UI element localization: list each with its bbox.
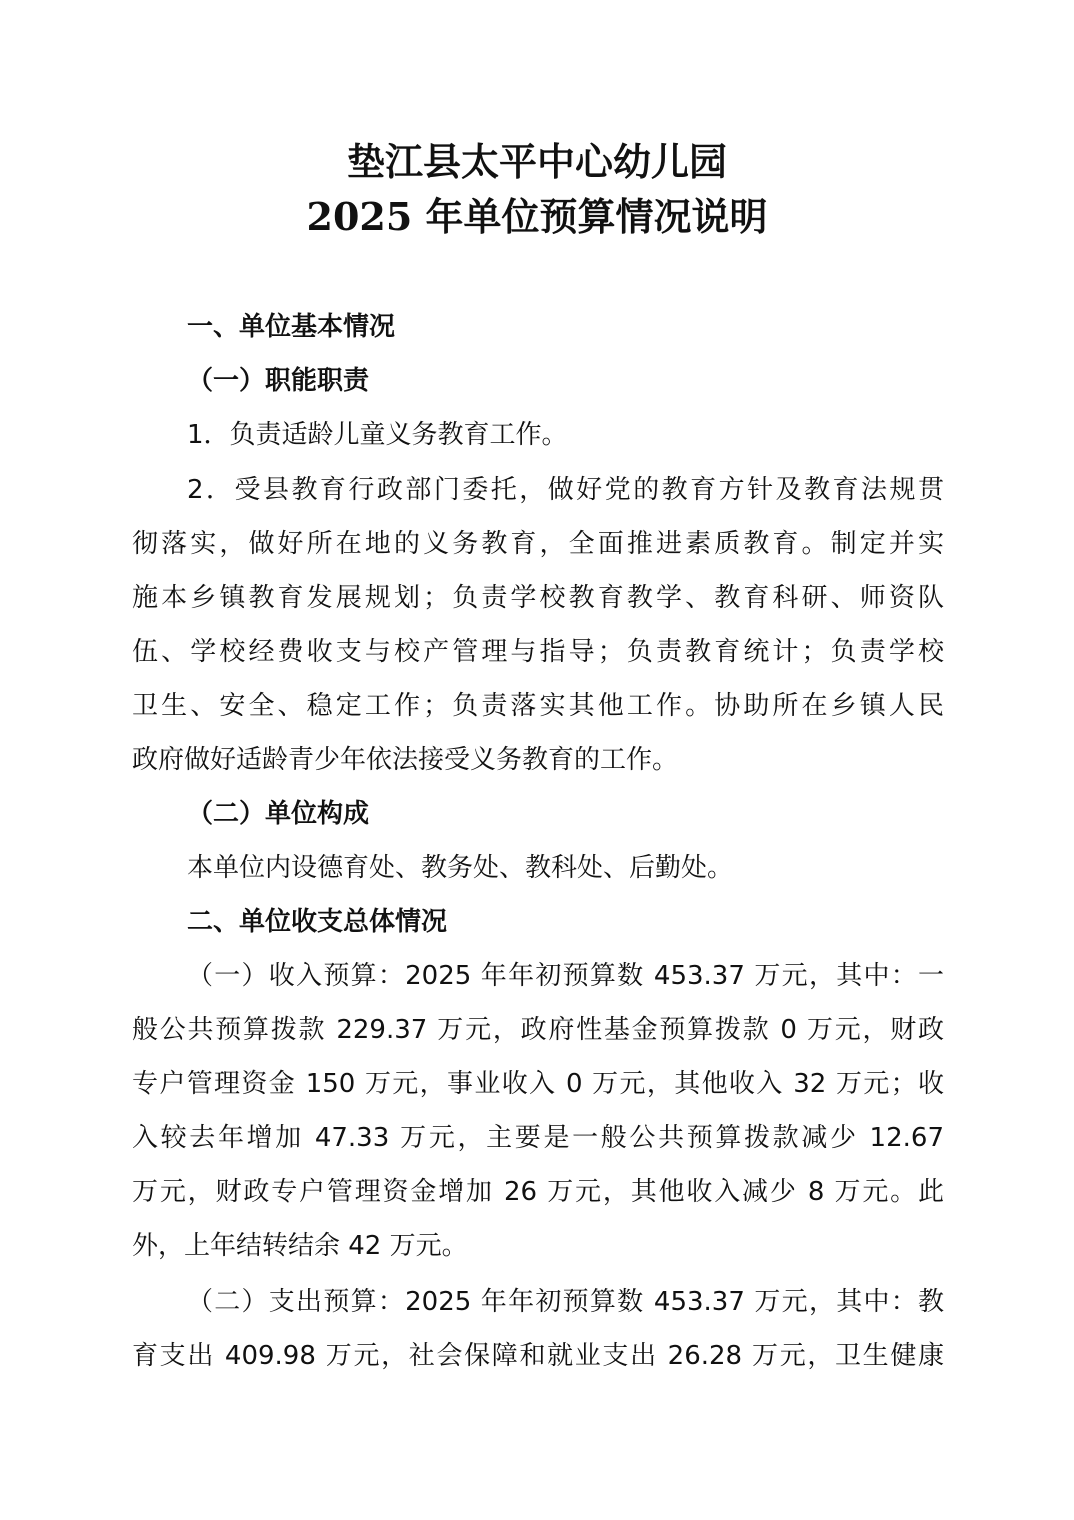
income-line: 万元，财政专户管理资金增加 26 万元，其他收入减少 8 万元。此 xyxy=(132,1177,944,1207)
section1-heading: 一、单位基本情况 xyxy=(187,312,396,342)
expense-line: （二）支出预算：2025 年年初预算数 453.37 万元，其中：教 xyxy=(187,1287,944,1317)
sub2-heading: （二）单位构成 xyxy=(187,799,370,829)
income-line: 入较去年增加 47.33 万元，主要是一般公共预算拨款减少 12.67 xyxy=(132,1123,944,1153)
income-line: 外，上年结转结余 42 万元。 xyxy=(132,1231,468,1261)
document-title-line2: 2025 年单位预算情况说明 xyxy=(306,194,768,239)
expense-line: 育支出 409.98 万元，社会保障和就业支出 26.28 万元，卫生健康 xyxy=(132,1341,944,1371)
income-line: （一）收入预算：2025 年年初预算数 453.37 万元，其中：一 xyxy=(187,961,944,991)
structure-text: 本单位内设德育处、教务处、教科处、后勤处。 xyxy=(187,853,734,883)
section2-heading: 二、单位收支总体情况 xyxy=(187,907,448,937)
duty2-line: 政府做好适龄青少年依法接受义务教育的工作。 xyxy=(132,745,679,775)
document-title-line1: 垫江县太平中心幼儿园 xyxy=(346,139,727,184)
duty2-line: 伍、学校经费收支与校产管理与指导；负责教育统计；负责学校 xyxy=(132,637,944,667)
duty2-line: 施本乡镇教育发展规划；负责学校教育教学、教育科研、师资队 xyxy=(132,583,944,613)
income-line: 般公共预算拨款 229.37 万元，政府性基金预算拨款 0 万元，财政 xyxy=(132,1015,944,1045)
duty2-line: 彻落实，做好所在地的义务教育，全面推进素质教育。制定并实 xyxy=(132,529,944,559)
duty2-line: 卫生、安全、稳定工作；负责落实其他工作。协助所在乡镇人民 xyxy=(132,691,944,721)
sub1-heading: （一）职能职责 xyxy=(187,366,370,396)
income-line: 专户管理资金 150 万元，事业收入 0 万元，其他收入 32 万元；收 xyxy=(132,1069,944,1099)
duty2-line: 2．受县教育行政部门委托，做好党的教育方针及教育法规贯 xyxy=(187,475,944,505)
duty1-text: 1．负责适龄儿童义务教育工作。 xyxy=(187,420,568,450)
